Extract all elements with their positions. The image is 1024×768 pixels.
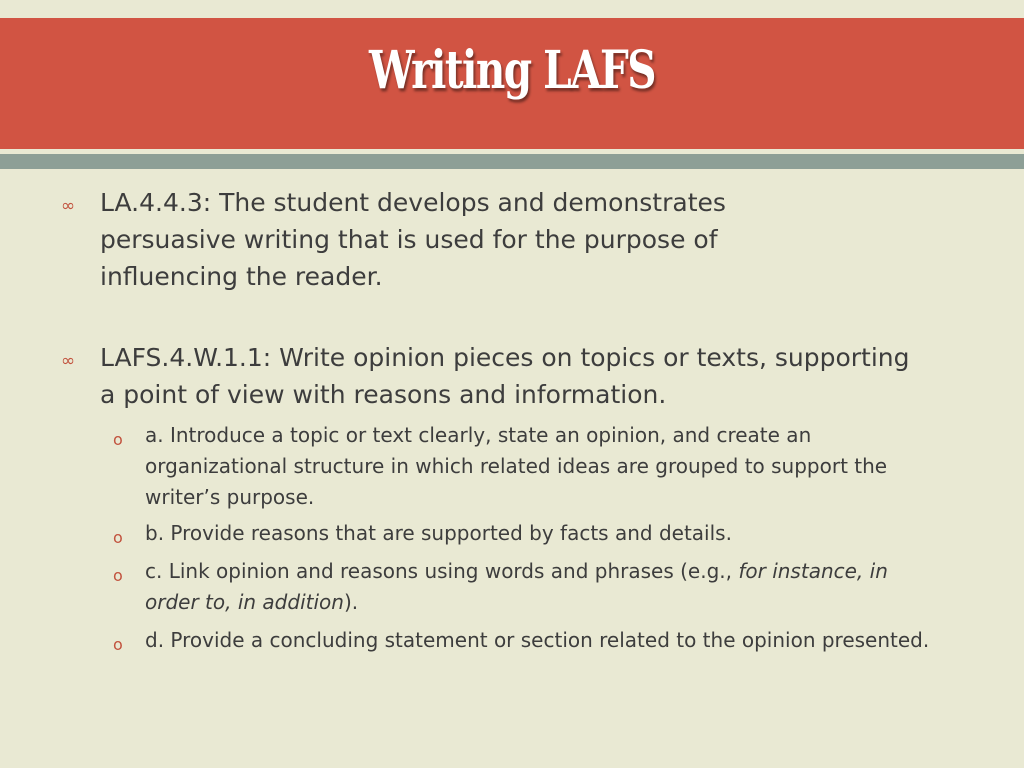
circle-bullet-icon: o xyxy=(113,430,123,449)
slide-title: Writing LAFS xyxy=(369,40,655,101)
circle-bullet-icon: o xyxy=(113,528,123,547)
circle-bullet-icon: o xyxy=(113,635,123,654)
circle-bullet-icon: o xyxy=(113,566,123,585)
sub-bullet-d-text: d. Provide a concluding statement or section related to the opinion presented. xyxy=(145,628,930,652)
sub-bullet-c-text xyxy=(145,556,905,618)
sub-bullet-c-italic: for instance, in order to, in addition xyxy=(145,559,888,614)
bullet-2-text: LAFS.4.W.1.1: Write opinion pieces on topics or texts, supporting a point of view with reasons and information. xyxy=(100,343,910,409)
sub-bullet-b-text: b. Provide reasons that are supported by facts and details. xyxy=(145,521,732,545)
bullet-1-text: LA.4.4.3: The student develops and demonstrates persuasive writing that is used for the purpose of influencing the reader. xyxy=(100,188,726,291)
sub-bullet-a-text: a. Introduce a topic or text clearly, state an opinion, and create an organizational structure in which related ideas are grouped to support the writer’s purpose. xyxy=(145,423,888,509)
sub-bullet-c-main: c. Link opinion and reasons using words and phrases (e.g., xyxy=(145,559,739,583)
double-loop-bullet-icon: ∞ xyxy=(61,351,76,371)
double-loop-bullet-icon: ∞ xyxy=(61,196,76,216)
sub-bullet-c-end: ). xyxy=(343,590,359,614)
